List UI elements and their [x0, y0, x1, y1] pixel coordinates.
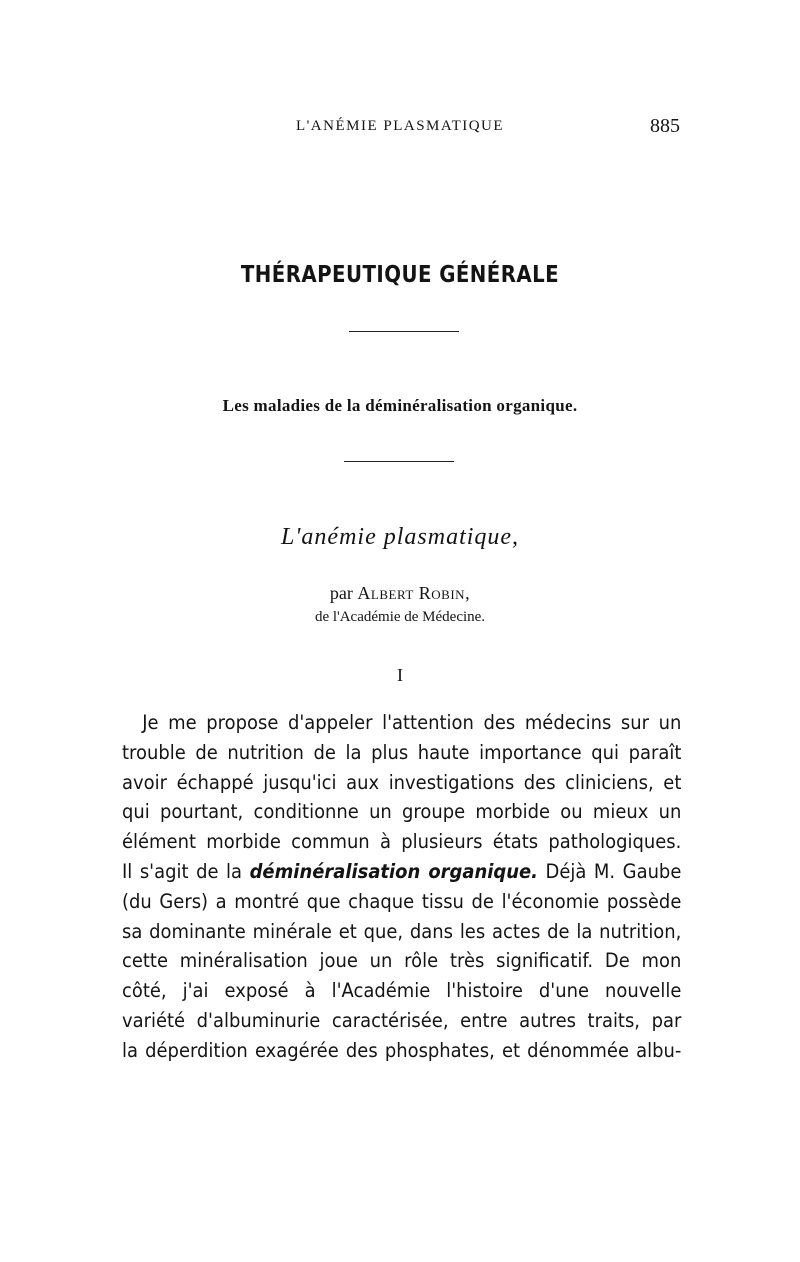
- running-head: [120, 115, 680, 142]
- text-line: avoir échappé jusqu'ici aux investigations des cliniciens, et: [122, 770, 682, 794]
- section-numeral: I: [397, 665, 403, 685]
- text-line: [122, 857, 681, 887]
- divider-rule: [344, 461, 454, 462]
- text-line: côté, j'ai exposé à l'Académie l'histoire d'une nouvelle: [122, 979, 682, 1003]
- text-line: cette minéralisation joue un rôle très significatif. De mon: [122, 949, 682, 973]
- text-line: Je me propose d'appeler l'attention des médecins sur un: [142, 711, 682, 734]
- text-line: la déperdition exagérée des phosphates, et dénommée albu-: [122, 1038, 682, 1062]
- section-title: THÉRAPEUTIQUE GÉNÉRALE: [240, 262, 560, 288]
- divider-rule: [349, 331, 459, 332]
- text-line: qui pourtant, conditionne un groupe morbide ou mieux un: [122, 800, 682, 824]
- byline: [0, 583, 800, 604]
- author-affiliation: de l'Académie de Médecine.: [314, 609, 486, 625]
- subtitle: Les maladies de la déminéralisation organique.: [222, 396, 578, 415]
- text-line: variété d'albuminurie caractérisée, entre autres traits, par: [122, 1008, 682, 1032]
- byline-prefix: par: [329, 583, 353, 603]
- text-line: (du Gers) a montré que chaque tissu de l'économie possède: [122, 889, 682, 913]
- page-number: 885: [650, 115, 680, 137]
- article-title: L'anémie plasmatique,: [280, 524, 520, 550]
- text-line: trouble de nutrition de la plus haute importance qui paraît: [122, 740, 682, 764]
- body-paragraph: [122, 708, 682, 1066]
- author-name: Albert Robin,: [357, 583, 471, 603]
- running-title: L'ANÉMIE PLASMATIQUE: [295, 118, 505, 134]
- text-segment: Il s'agit de la: [122, 859, 243, 883]
- emphasized-term: déminéralisation organique.: [249, 859, 538, 883]
- text-line: élément morbide commun à plusieurs états pathologiques.: [122, 830, 682, 854]
- text-segment: Déjà M. Gaube: [545, 859, 682, 883]
- text-line: sa dominante minérale et que, dans les actes de la nutrition,: [122, 919, 682, 943]
